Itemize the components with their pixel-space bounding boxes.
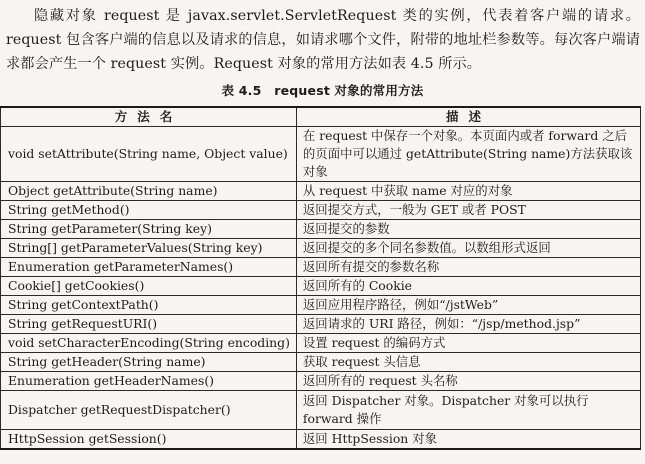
table-row xyxy=(1,182,641,201)
table-row xyxy=(1,391,641,430)
table-row xyxy=(1,353,641,372)
description-cell: 返回所有的 Cookie xyxy=(296,277,640,296)
description-cell: 返回应用程序路径，例如“/jstWeb” xyxy=(296,296,640,315)
table-row xyxy=(1,258,641,277)
method-cell: Object getAttribute(String name) xyxy=(1,182,297,201)
description-cell: 返回提交的参数 xyxy=(296,220,640,239)
table-row xyxy=(1,334,641,353)
method-cell: void setCharacterEncoding(String encoding) xyxy=(1,334,297,353)
header-method: 方法名 xyxy=(1,107,297,127)
methods-table xyxy=(0,106,641,450)
table-row xyxy=(1,239,641,258)
method-cell: Dispatcher getRequestDispatcher() xyxy=(1,391,297,430)
description-cell: 返回所有提交的参数名称 xyxy=(296,258,640,277)
description-cell: 在 request 中保存一个对象。本页面内或者 forward 之后的页面中可以通过 getAttribute(String name)方法获取该对象 xyxy=(296,127,640,182)
method-cell: Enumeration getParameterNames() xyxy=(1,258,297,277)
header-description: 描述 xyxy=(296,107,640,127)
table-row xyxy=(1,430,641,450)
description-cell: 返回 Dispatcher 对象。Dispatcher 对象可以执行 forward 操作 xyxy=(296,391,640,430)
method-cell: String getMethod() xyxy=(1,201,297,220)
method-cell: Cookie[] getCookies() xyxy=(1,277,297,296)
method-cell: Enumeration getHeaderNames() xyxy=(1,372,297,391)
method-cell: String[] getParameterValues(String key) xyxy=(1,239,297,258)
method-cell: HttpSession getSession() xyxy=(1,430,297,450)
description-cell: 获取 request 头信息 xyxy=(296,353,640,372)
method-cell: String getContextPath() xyxy=(1,296,297,315)
method-cell: void setAttribute(String name, Object value) xyxy=(1,127,297,182)
intro-paragraph: 隐藏对象 request 是 javax.servlet.ServletRequest 类的实例，代表着客户端的请求。request 包含客户端的信息以及请求的信息，如请求哪个文件，附带的地址栏参数等。每次客户端请求都会产生一个 request 实例。Request 对象的常用方法如表 4.5 所示。 xyxy=(6,8,640,72)
description-cell: 返回 HttpSession 对象 xyxy=(296,430,640,450)
description-cell: 设置 request 的编码方式 xyxy=(296,334,640,353)
table-row xyxy=(1,372,641,391)
table-row xyxy=(1,296,641,315)
description-cell: 从 request 中获取 name 对应的对象 xyxy=(296,182,640,201)
description-cell: 返回所有的 request 头名称 xyxy=(296,372,640,391)
table-header-row xyxy=(1,107,641,127)
table-row xyxy=(1,127,641,182)
table-row xyxy=(1,315,641,334)
table-caption: 表 4.5 request 对象的常用方法 xyxy=(221,83,424,98)
method-cell: String getParameter(String key) xyxy=(1,220,297,239)
description-cell: 返回提交方式，一般为 GET 或者 POST xyxy=(296,201,640,220)
method-cell: String getHeader(String name) xyxy=(1,353,297,372)
table-row xyxy=(1,220,641,239)
table-row xyxy=(1,201,641,220)
method-cell: String getRequestURI() xyxy=(1,315,297,334)
description-cell: 返回提交的多个同名参数值。以数组形式返回 xyxy=(296,239,640,258)
description-cell: 返回请求的 URI 路径，例如：“/jsp/method.jsp” xyxy=(296,315,640,334)
table-row xyxy=(1,277,641,296)
